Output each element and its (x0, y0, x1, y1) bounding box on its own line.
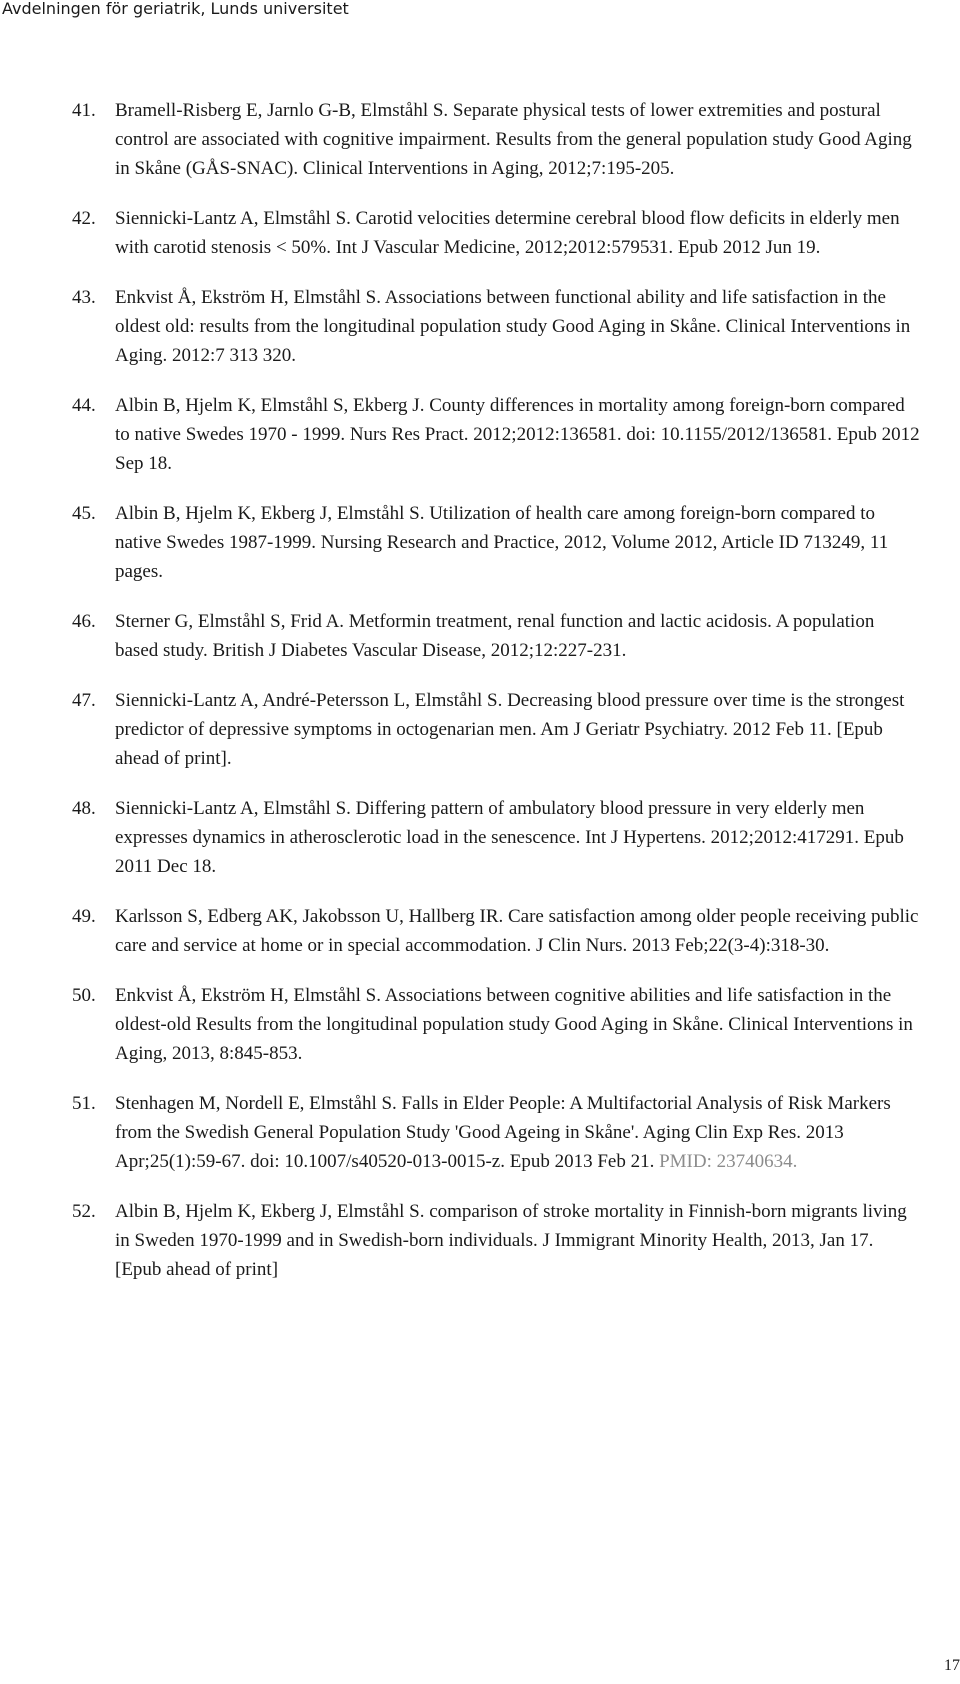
reference-number: 42. (72, 208, 96, 229)
reference-item-46 (72, 607, 922, 665)
reference-text: Enkvist Å, Ekström H, Elmståhl S. Associations between functional ability and life satisfaction in the oldest old: results from the longitudinal population study Good Aging in Skåne. Clinical Interventions in Aging. 2012:7 313 320. (115, 287, 911, 366)
reference-item-52 (72, 1197, 922, 1284)
reference-text: Bramell-Risberg E, Jarnlo G-B, Elmståhl S. Separate physical tests of lower extremities and postural control are associated with cognitive impairment. Results from the general population study Good Aging in Skåne (GÅS-SNAC). Clinical Interventions in Aging, 2012;7:195-205. (115, 100, 912, 179)
reference-text: Albin B, Hjelm K, Ekberg J, Elmståhl S. Utilization of health care among foreign-born compared to native Swedes 1987-1999. Nursing Research and Practice, 2012, Volume 2012, Article ID 713249, 11 pages. (115, 503, 889, 582)
reference-number: 52. (72, 1201, 96, 1222)
reference-item-47 (72, 686, 922, 773)
pmid-link[interactable]: PMID: 23740634. (659, 1151, 798, 1172)
reference-number: 50. (72, 985, 96, 1006)
reference-number: 45. (72, 503, 96, 524)
reference-list (72, 96, 922, 1305)
reference-item-51 (72, 1089, 922, 1176)
reference-text: Enkvist Å, Ekström H, Elmståhl S. Associations between cognitive abilities and life satisfaction in the oldest-old Results from the longitudinal population study Good Aging in Skåne. Clinical Interventions in Aging, 2013, 8:845-853. (115, 985, 913, 1064)
reference-text: Albin B, Hjelm K, Elmståhl S, Ekberg J. County differences in mortality among foreign-born compared to native Swedes 1970 - 1999. Nurs Res Pract. 2012;2012:136581. doi: 10.1155/2012/136581. Epub 2012 Sep 18. (115, 395, 920, 474)
reference-number: 48. (72, 798, 96, 819)
reference-item-43 (72, 283, 922, 370)
reference-text: Stenhagen M, Nordell E, Elmståhl S. Falls in Elder People: A Multifactorial Analysis of Risk Markers from the Swedish General Population Study 'Good Ageing in Skåne'. Aging Clin Exp Res. 2013 Apr;25(1):59-67. doi: 10.1007/s40520-013-0015-z. Epub 2013 Feb 21. (115, 1093, 891, 1172)
reference-number: 47. (72, 690, 96, 711)
reference-item-45 (72, 499, 922, 586)
reference-item-41 (72, 96, 922, 183)
reference-number: 41. (72, 100, 96, 121)
reference-number: 49. (72, 906, 96, 927)
reference-item-48 (72, 794, 922, 881)
reference-text-wrapper (115, 1089, 922, 1176)
reference-text: Siennicki-Lantz A, Elmståhl S. Carotid velocities determine cerebral blood flow deficits in elderly men with carotid stenosis < 50%. Int J Vascular Medicine, 2012;2012:579531. Epub 2012 Jun 19. (115, 208, 900, 258)
page-number: 17 (944, 1657, 960, 1674)
reference-text: Sterner G, Elmståhl S, Frid A. Metformin treatment, renal function and lactic acidosis. A population based study. British J Diabetes Vascular Disease, 2012;12:227-231. (115, 611, 875, 661)
page-header: Avdelningen för geriatrik, Lunds universitet (2, 0, 349, 18)
reference-text: Albin B, Hjelm K, Ekberg J, Elmståhl S. comparison of stroke mortality in Finnish-born migrants living in Sweden 1970-1999 and in Swedish-born individuals. J Immigrant Minority Health, 2013, Jan 17. [Epub ahead of print] (115, 1201, 907, 1280)
reference-item-49 (72, 902, 922, 960)
reference-number: 51. (72, 1093, 96, 1114)
reference-number: 43. (72, 287, 96, 308)
reference-item-44 (72, 391, 922, 478)
reference-number: 44. (72, 395, 96, 416)
reference-text: Karlsson S, Edberg AK, Jakobsson U, Hallberg IR. Care satisfaction among older people receiving public care and service at home or in special accommodation. J Clin Nurs. 2013 Feb;22(3-4):318-30. (115, 906, 919, 956)
reference-item-50 (72, 981, 922, 1068)
reference-number: 46. (72, 611, 96, 632)
reference-text: Siennicki-Lantz A, Elmståhl S. Differing pattern of ambulatory blood pressure in very elderly men expresses dynamics in atherosclerotic load in the senescence. Int J Hypertens. 2012;2012:417291. Epub 2011 Dec 18. (115, 798, 904, 877)
reference-text: Siennicki-Lantz A, André-Petersson L, Elmståhl S. Decreasing blood pressure over time is the strongest predictor of depressive symptoms in octogenarian men. Am J Geriatr Psychiatry. 2012 Feb 11. [Epub ahead of print]. (115, 690, 905, 769)
reference-item-42 (72, 204, 922, 262)
